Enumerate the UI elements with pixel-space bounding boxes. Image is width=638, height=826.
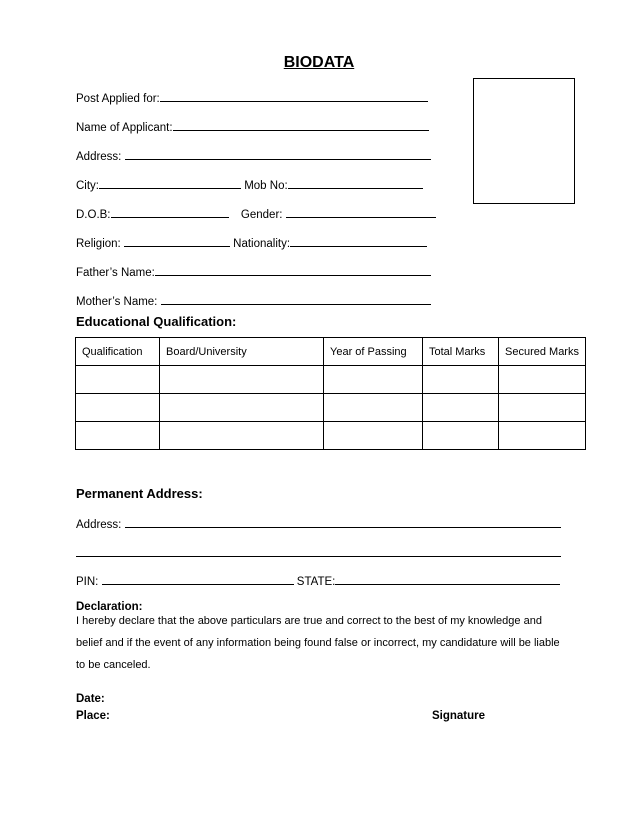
dob-gender-row — [76, 206, 436, 222]
dob-label: D.O.B: — [76, 209, 111, 221]
permanent-address-label: Address: — [76, 519, 122, 531]
gender-label: Gender: — [240, 209, 283, 221]
permanent-address-line-2[interactable] — [76, 545, 561, 557]
table-cell[interactable] — [499, 366, 586, 394]
education-heading: Educational Qualification: — [76, 314, 237, 329]
col-board-university: Board/University — [160, 338, 324, 366]
permanent-address-row — [76, 516, 561, 532]
permanent-address-heading: Permanent Address: — [76, 486, 203, 501]
table-cell[interactable] — [76, 394, 160, 422]
address-label: Address: — [76, 151, 122, 163]
table-cell[interactable] — [160, 394, 324, 422]
permanent-address-row-2 — [76, 545, 561, 561]
place-label: Place: — [76, 710, 110, 722]
nationality-line[interactable] — [290, 235, 427, 247]
col-total-marks: Total Marks — [423, 338, 499, 366]
city-label: City: — [76, 180, 99, 192]
mother-name-line[interactable] — [161, 293, 431, 305]
table-cell[interactable] — [499, 394, 586, 422]
signature-label: Signature — [432, 710, 486, 722]
col-secured-marks: Secured Marks — [499, 338, 586, 366]
permanent-address-line[interactable] — [125, 516, 561, 528]
city-line[interactable] — [99, 177, 241, 189]
applicant-name-line[interactable] — [173, 119, 429, 131]
address-row — [76, 148, 431, 164]
gender-line[interactable] — [286, 206, 436, 218]
col-qualification: Qualification — [76, 338, 160, 366]
mob-label: Mob No: — [244, 180, 288, 192]
education-table — [75, 337, 586, 450]
declaration-heading: Declaration: — [76, 601, 143, 613]
table-cell[interactable] — [160, 366, 324, 394]
table-cell[interactable] — [423, 366, 499, 394]
mother-name-row — [76, 293, 431, 309]
table-cell[interactable] — [76, 366, 160, 394]
post-applied-row — [76, 90, 428, 106]
address-line[interactable] — [125, 148, 431, 160]
father-name-row — [76, 264, 431, 280]
table-cell[interactable] — [160, 422, 324, 450]
date-label: Date: — [76, 693, 105, 705]
religion-label: Religion: — [76, 238, 121, 250]
table-cell[interactable] — [324, 366, 423, 394]
nationality-label: Nationality: — [233, 238, 291, 250]
dob-line[interactable] — [111, 206, 229, 218]
applicant-name-row — [76, 119, 429, 135]
photo-box — [473, 78, 575, 204]
table-cell[interactable] — [499, 422, 586, 450]
father-name-line[interactable] — [155, 264, 431, 276]
mob-line[interactable] — [288, 177, 423, 189]
father-name-label: Father’s Name: — [76, 267, 155, 279]
state-label: STATE: — [296, 576, 336, 588]
pin-label: PIN: — [76, 576, 99, 588]
pin-state-row — [76, 573, 560, 589]
col-year-of-passing: Year of Passing — [324, 338, 423, 366]
mother-name-label: Mother’s Name: — [76, 296, 158, 308]
table-cell[interactable] — [324, 394, 423, 422]
city-mob-row — [76, 177, 423, 193]
state-line[interactable] — [335, 573, 560, 585]
table-cell[interactable] — [423, 422, 499, 450]
document-title: BIODATA — [283, 54, 355, 71]
table-cell[interactable] — [76, 422, 160, 450]
table-row — [76, 422, 586, 450]
table-cell[interactable] — [423, 394, 499, 422]
table-row — [76, 394, 586, 422]
pin-line[interactable] — [102, 573, 294, 585]
table-cell[interactable] — [324, 422, 423, 450]
table-row — [76, 366, 586, 394]
applicant-name-label: Name of Applicant: — [76, 122, 173, 134]
religion-line[interactable] — [124, 235, 230, 247]
post-applied-label: Post Applied for: — [76, 93, 160, 105]
post-applied-line[interactable] — [160, 90, 428, 102]
education-header-row — [76, 338, 586, 366]
religion-nationality-row — [76, 235, 427, 251]
declaration-text: I hereby declare that the above particulars are true and correct to the best of my knowledge and belief and if the event of any information being found false or incorrect, my candidature will be liable to be canceled. — [76, 615, 560, 671]
